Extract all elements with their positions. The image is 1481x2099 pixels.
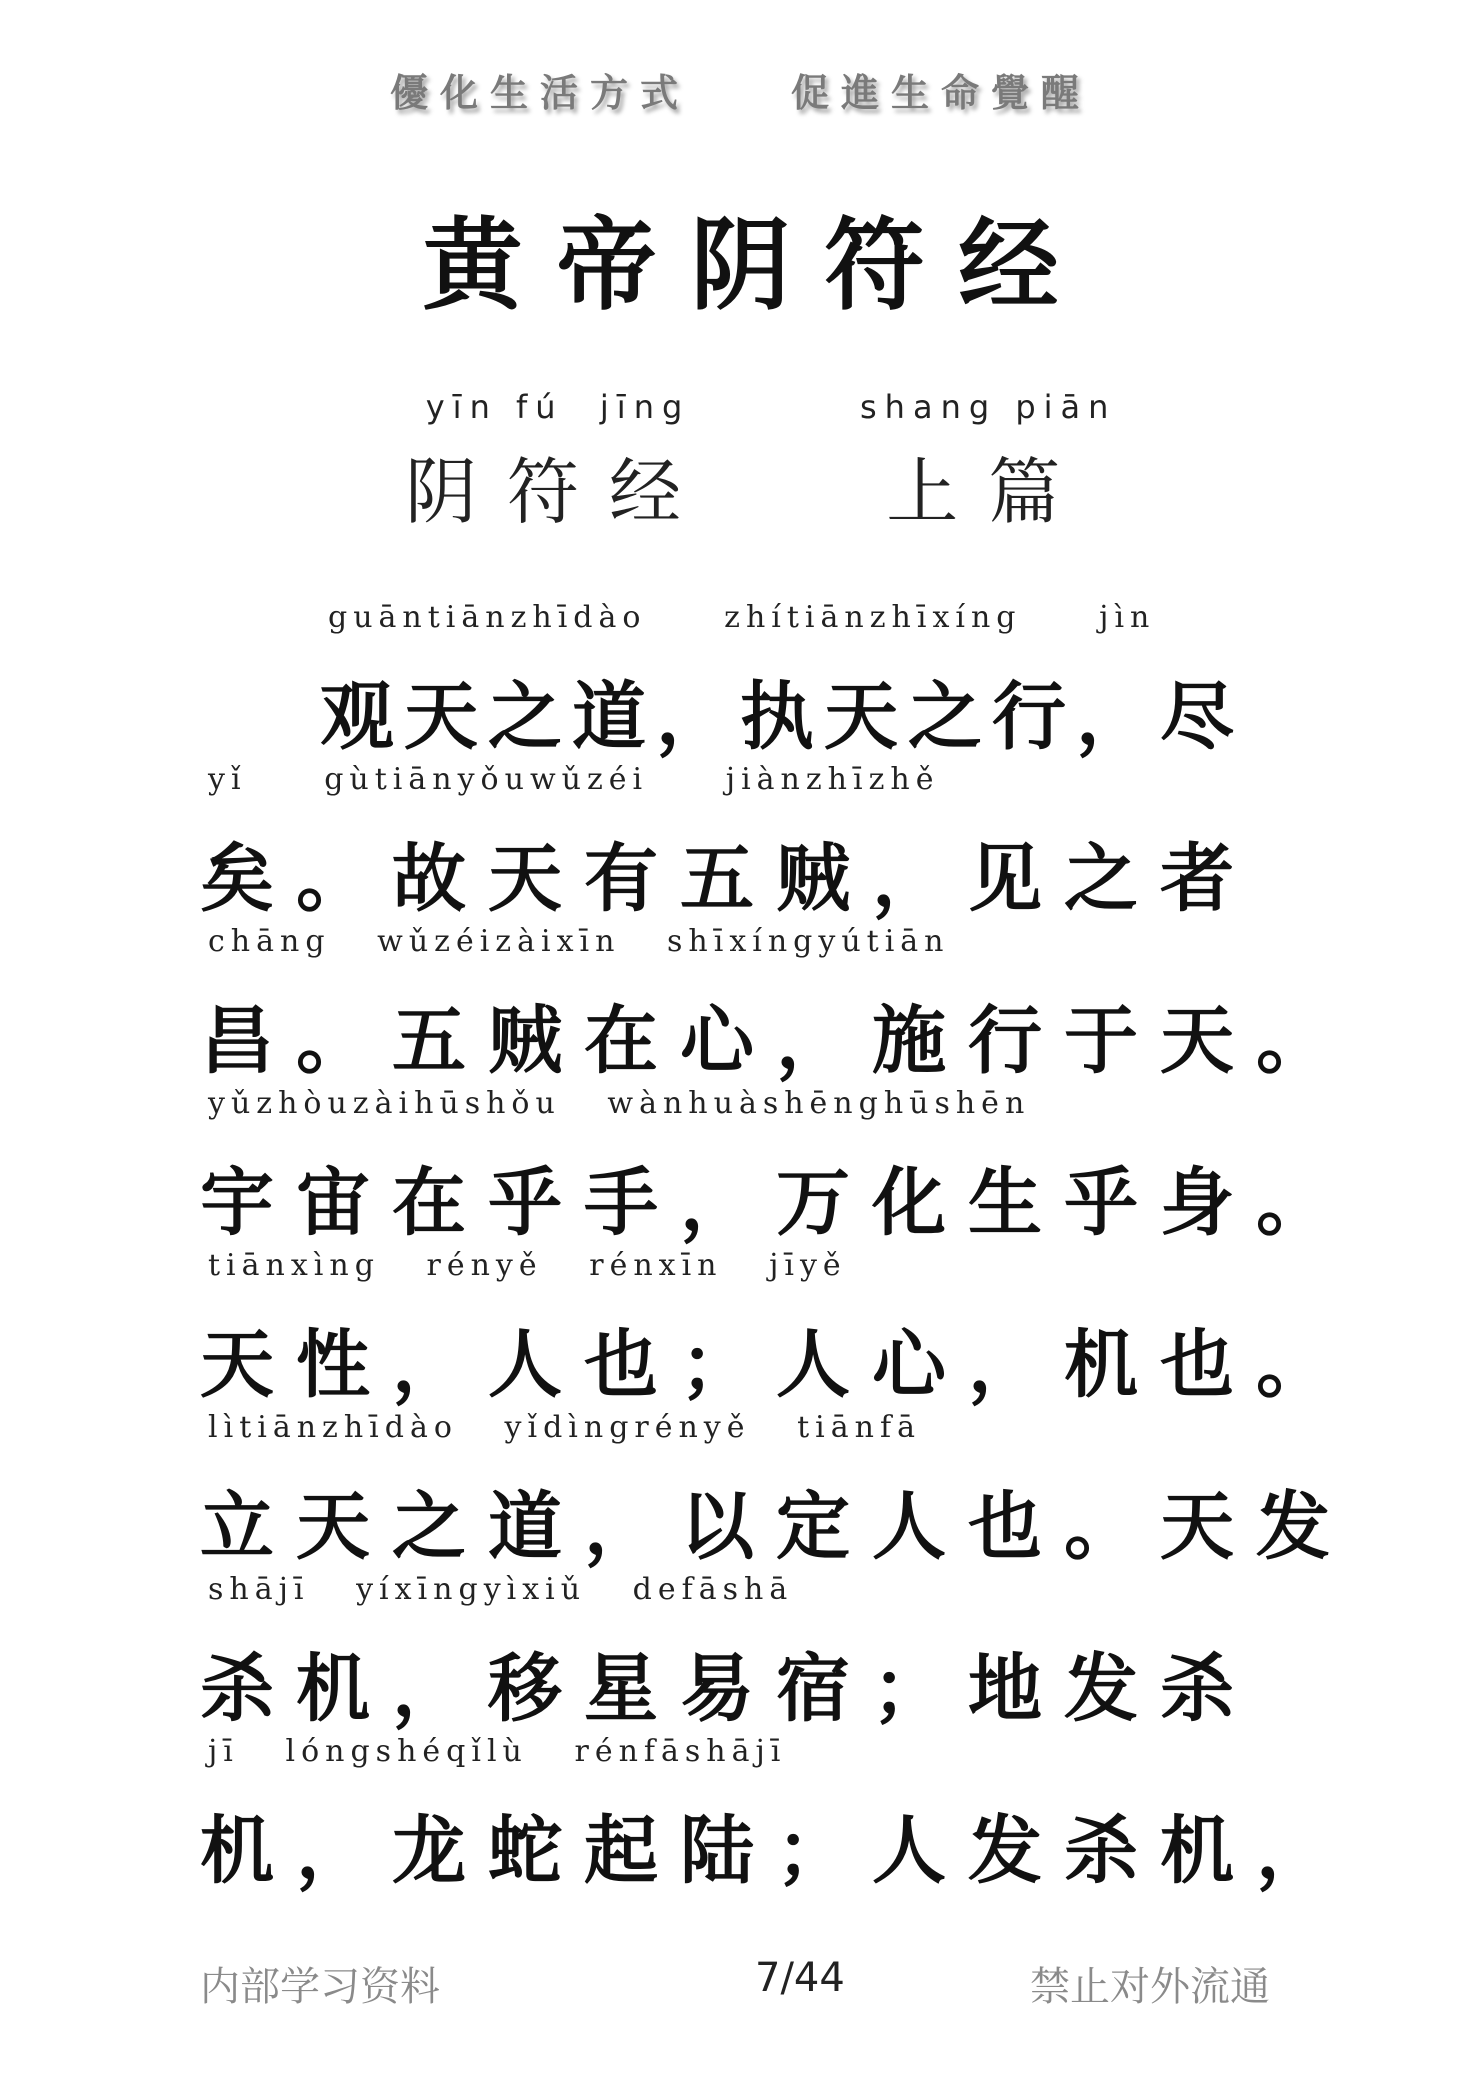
line-hanzi: 矣。故天有五贼，见之者 [200, 836, 1256, 922]
footer-right-label: 禁止对外流通 [1030, 1964, 1270, 2010]
subtitle-right-hanzi: 上篇 [886, 450, 1091, 534]
text-line [200, 762, 1300, 924]
line-hanzi: 天性，人也；人心，机也。 [200, 1322, 1352, 1408]
header-motto: 優化生活方式 促進生命覺醒 [390, 71, 1091, 115]
page-title: 黄帝阴符经 [422, 206, 1093, 324]
text-line [200, 1410, 1352, 1572]
line-pinyin: chāng wǔzéizàixīn shīxíngyútiān [208, 924, 950, 959]
subtitle-left-hanzi: 阴符经 [405, 450, 712, 534]
text-line [200, 1248, 1352, 1410]
line-pinyin: guāntiānzhīdào zhítiānzhīxíng jìn [328, 600, 1156, 635]
subtitle-right-pinyin: shang piān [860, 388, 1117, 426]
line-hanzi: 机，龙蛇起陆；人发杀机， [200, 1808, 1352, 1894]
line-pinyin: yǐ gùtiānyǒuwǔzéi jiànzhīzhě [208, 762, 940, 797]
line-pinyin: yǔzhòuzàihūshǒu wànhuàshēnghūshēn [208, 1086, 1031, 1121]
line-pinyin: jī lóngshéqǐlù rénfāshājī [208, 1734, 787, 1769]
line-hanzi: 昌。五贼在心，施行于天。 [200, 998, 1352, 1084]
footer-left-label: 内部学习资料 [200, 1964, 440, 2010]
line-pinyin: tiānxìng rényě rénxīn jīyě [208, 1248, 847, 1283]
text-line [200, 1572, 1300, 1734]
text-line [200, 1734, 1352, 1896]
line-hanzi: 立天之道，以定人也。天发 [200, 1484, 1352, 1570]
line-pinyin: lìtiānzhīdào yǐdìngrényě tiānfā [208, 1410, 921, 1445]
line-hanzi: 观天之道，执天之行，尽 [320, 674, 1244, 760]
text-line [200, 1086, 1352, 1248]
text-line [200, 924, 1352, 1086]
page-number: 7/44 [755, 1955, 845, 2001]
line-hanzi: 宇宙在乎手，万化生乎身。 [200, 1160, 1352, 1246]
subtitle-right [860, 388, 1116, 538]
subtitle-left [405, 388, 711, 538]
line-hanzi: 杀机，移星易宿；地发杀 [200, 1646, 1256, 1732]
subtitle-left-pinyin: yīn fú jīng [425, 388, 691, 426]
line-pinyin: shājī yíxīngyìxiǔ defāshā [208, 1572, 794, 1607]
text-line [320, 600, 1300, 762]
scripture-text [200, 600, 1352, 1896]
